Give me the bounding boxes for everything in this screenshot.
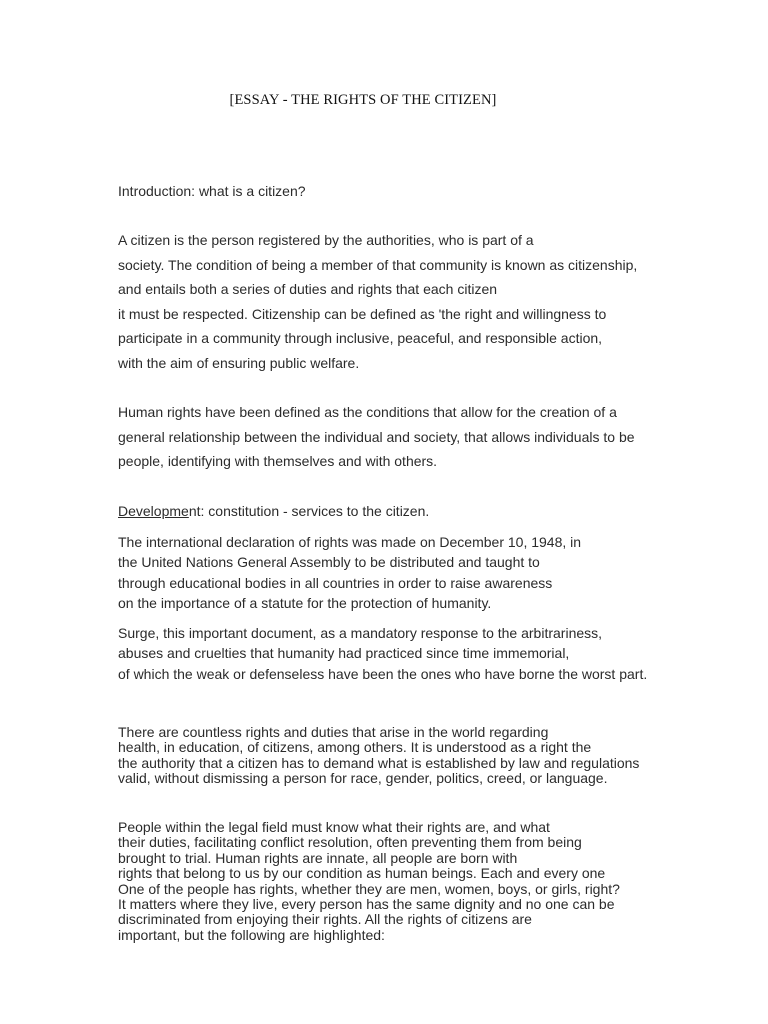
- text-line: their duties, facilitating conflict resolution, often preventing them from being: [118, 834, 582, 851]
- intro-heading: [118, 181, 306, 201]
- text-line: rights that belong to us by our condition as human beings. Each and every one: [118, 865, 606, 882]
- paragraph-declaration: [118, 532, 581, 613]
- text-line: the authority that a citizen has to demand what is established by law and regulations: [118, 754, 640, 771]
- text-line: health, in education, of citizens, among others. It is understood as a right the: [118, 739, 592, 756]
- text-line: One of the people has rights, whether they are men, women, boys, or girls, right?: [118, 880, 620, 897]
- text-line: participate in a community through inclusive, peaceful, and responsible action,: [118, 330, 603, 346]
- text-line: A citizen is the person registered by the authorities, who is part of a: [118, 232, 534, 248]
- text-line: brought to trial. Human rights are innate, all people are born with: [118, 849, 518, 866]
- text-line: general relationship between the individual and society, that allows individuals to be: [118, 428, 635, 445]
- text-line: the United Nations General Assembly to be distributed and taught to: [118, 554, 540, 571]
- text-line: discriminated from enjoying their rights. All the rights of citizens are: [118, 911, 532, 928]
- paragraph-citizen-definition: [118, 228, 637, 375]
- development-heading-rest: nt: constitution - services to the citizen.: [188, 503, 430, 519]
- text-line: People within the legal field must know what their rights are, and what: [118, 819, 550, 835]
- text-line: Human rights have been defined as the conditions that allow for the creation of a: [118, 404, 617, 420]
- text-line: of which the weak or defenseless have been the ones who have borne the worst part.: [118, 665, 648, 682]
- text-line: Surge, this important document, as a mandatory response to the arbitrariness,: [118, 625, 603, 641]
- text-line: valid, without dismissing a person for race, gender, politics, creed, or language.: [118, 770, 608, 787]
- text-line: The international declaration of rights was made on December 10, 1948, in: [118, 534, 582, 550]
- text-line: and entails both a series of duties and rights that each citizen: [118, 281, 498, 297]
- text-line: There are countless rights and duties that arise in the world regarding: [118, 724, 549, 740]
- paragraph-countless-rights: [118, 725, 639, 787]
- essay-title: [ESSAY - THE RIGHTS OF THE CITIZEN]: [229, 92, 497, 108]
- text-line: it must be respected. Citizenship can be defined as 'the right and willingness to: [118, 305, 607, 322]
- paragraph-legal-field: [118, 820, 620, 943]
- text-line: society. The condition of being a member of that community is known as citizenship,: [118, 256, 638, 273]
- development-heading-line: [118, 501, 429, 521]
- text-line: important, but the following are highlighted:: [118, 926, 385, 943]
- text-line: people, identifying with themselves and with others.: [118, 453, 438, 469]
- text-line: with the aim of ensuring public welfare.: [118, 354, 360, 371]
- text-line: on the importance of a statute for the protection of humanity.: [118, 594, 492, 611]
- intro-heading-text: Introduction: what is a citizen?: [118, 183, 306, 199]
- paragraph-human-rights: [118, 400, 635, 474]
- development-heading: [118, 501, 429, 521]
- text-line: through educational bodies in all countries in order to raise awareness: [118, 574, 553, 591]
- paragraph-surge: [118, 623, 647, 684]
- text-line: It matters where they live, every person has the same dignity and no one can be: [118, 895, 615, 912]
- text-line: abuses and cruelties that humanity had practiced since time immemorial,: [118, 645, 570, 662]
- development-heading-underlined: Developme: [118, 503, 189, 519]
